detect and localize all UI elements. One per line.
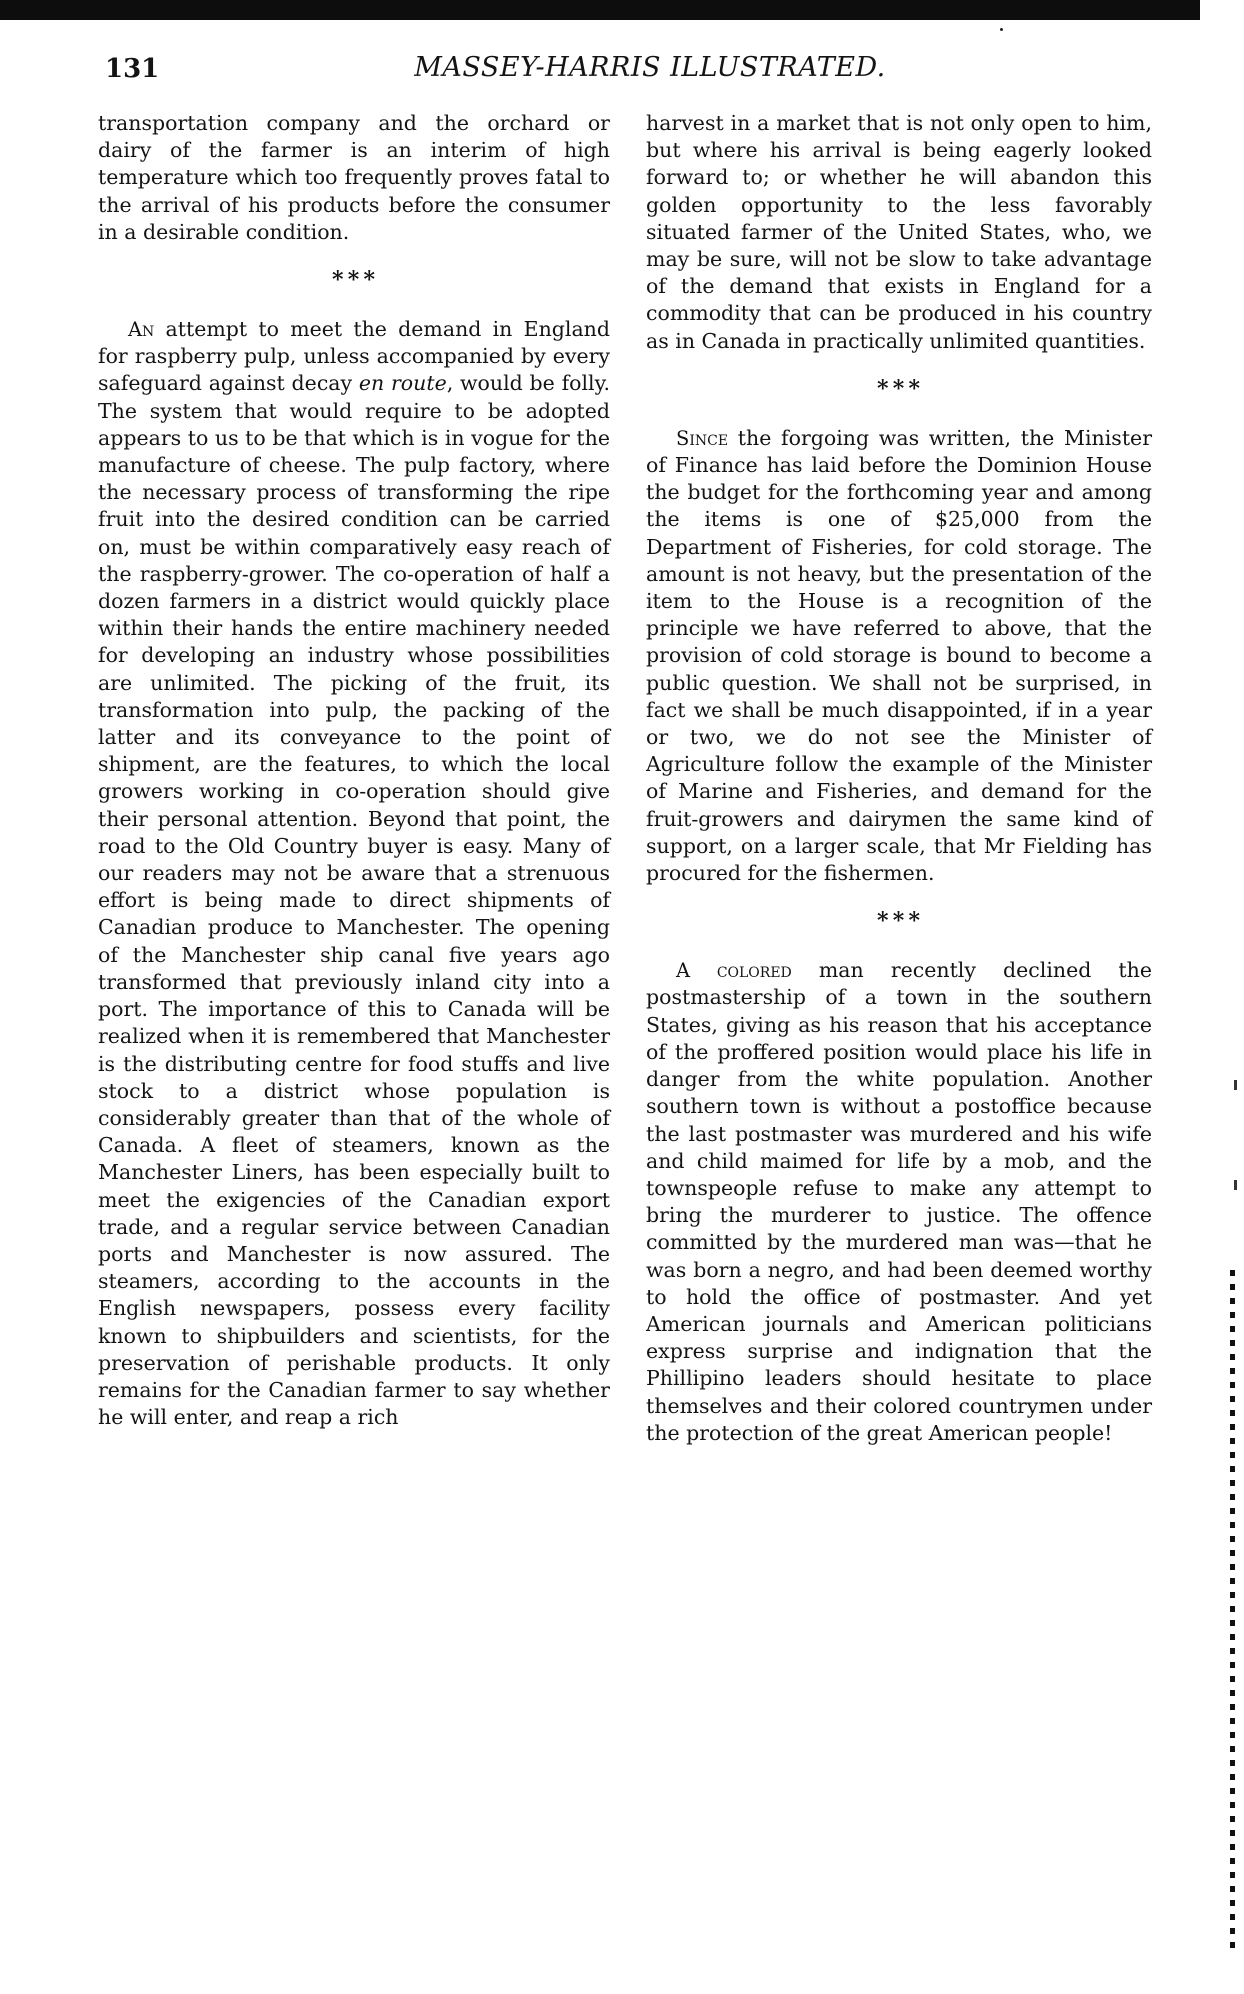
paragraph-text: man recently declined the postmastership of a town in the southern States, giving as his reason that his acceptance of the proffered position would place his life in danger from the white population. Another southern town is without a postoffice because the last postmaster was murdered and his wife and child maimed for life by a mob, and the townspeople refuse to make any attempt to bring the murderer to justice. The offence committed by the murdered man was—that he was born a negro, and had been deemed worthy to hold the office of postmaster. And yet American journals and American politicians express surprise and indignation that the Phillipino leaders should hesitate to place themselves and their colored countrymen under the protection of the great American people! — [646, 958, 1152, 1445]
edge-speck — [1234, 1080, 1237, 1090]
page-number: 131 — [105, 54, 160, 84]
asterism-divider: * * * — [877, 908, 921, 935]
paragraph-harvest: harvest in a market that is not only open to him, but where his arrival is being eagerly looked forward to; or whether he will abandon this golden opportunity to the less favorably situated farmer of the United States, who, we may be sure, will not be slow to take advantage of the demand that exists in England for a commodity that can be produced in his country as in Canada in practically unlimited quantities. — [646, 111, 1152, 353]
left-column — [98, 110, 610, 1431]
paragraph-text: , would be folly. The system that would require to be adopted appears to us to be that which is in vogue for the manufacture of cheese. The pulp factory, where the necessary process of transforming the ripe fruit into the desired condition can be carried on, must be within comparatively easy reach of the raspberry-grower. The co-operation of half a dozen farmers in a district would quickly place within their hands the entire machinery needed for developing an industry whose possibilities are unlimited. The picking of the fruit, its transformation into pulp, the packing of the latter and its conveyance to the point of shipment, are the features, to which the local growers working in co-operation should give their personal attention. Beyond that point, the road to the Old Country buyer is easy. Many of our readers may not be aware that a strenuous effort is being made to direct shipments of Canadian produce to Manchester. The opening of the Manchester ship canal five years ago transformed that previously inland city into a port. The importance of this to Canada will be realized when it is remembered that Manchester is the distributing centre for food stuffs and live stock to a district whose population is considerably greater than that of the whole of Canada. A fleet of steamers, known as the Manchester Liners, has been especially built to meet the exigencies of the Canadian export trade, and a regular service between Canadian ports and Manchester is now assured. The steamers, according to the accounts in the English newspapers, possess every facility known to shipbuilders and scientists, for the preservation of perishable products. It only remains for the Canadian farmer to say whether he will enter, and reap a rich — [98, 371, 610, 1430]
top-border-rule — [0, 0, 1200, 20]
italic-phrase: en route — [358, 371, 447, 396]
running-head: MASSEY-HARRIS ILLUSTRATED. — [414, 52, 886, 83]
paragraph-lead-word: A colored — [676, 959, 792, 983]
paragraph-orchard: transportation company and the orchard or dairy of the farmer is an interim of high temperature which too frequently proves fatal to the arrival of his products before the consumer in a desirable condition. — [98, 111, 610, 244]
speck-mark — [1000, 28, 1003, 31]
right-column — [646, 110, 1152, 1447]
paragraph-postmaster — [646, 957, 1152, 1447]
paragraph-lead-word: An — [128, 318, 155, 342]
page-edge-binding-marks — [1230, 1270, 1235, 1950]
asterism-divider: * * * — [877, 375, 921, 402]
paragraph-text: attempt to meet the demand in England for raspberry pulp, unless accompanied by every safeguard against decay — [98, 317, 610, 396]
edge-speck — [1234, 1180, 1237, 1190]
paragraph-raspberry-pulp — [98, 316, 610, 1431]
paragraph-lead-word: Since — [676, 426, 729, 450]
paragraph-cold-storage — [646, 425, 1152, 887]
paragraph-text: the forgoing was written, the Minister of Finance has laid before the Dominion House the budget for the forthcoming year and among the items is one of $25,000 from the Department of Fisheries, for cold storage. The amount is not heavy, but the presentation of the item to the House is a recognition of the principle we have referred to above, that the provision of cold storage is bound to become a public question. We shall not be surprised, in fact we shall be much disappointed, if in a year or two, we do not see the Minister of Agriculture follow the example of the Minister of Marine and Fisheries, and demand for the fruit-growers and dairymen the same kind of support, on a larger scale, that Mr Fielding has procured for the fishermen. — [646, 425, 1152, 886]
asterism-divider: * * * — [332, 267, 376, 294]
